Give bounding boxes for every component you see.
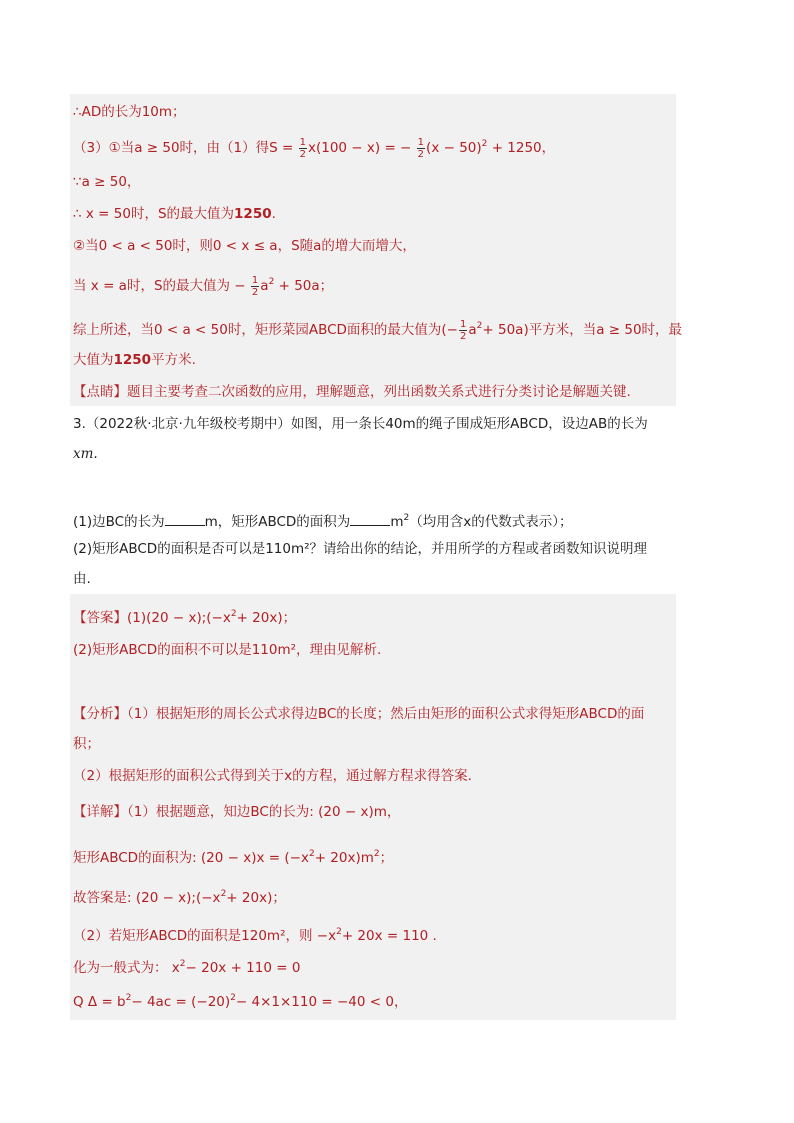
text: 故答案是: (20 − x);(−x [73, 890, 221, 906]
text: + 50a； [278, 278, 334, 294]
exponent: 2 [179, 959, 186, 969]
line-ad-length [73, 102, 186, 122]
exponent: 2 [403, 513, 410, 523]
text: （1）根据题意，知边BC的长为: (20 − x)m， [127, 804, 401, 820]
exponent: 2 [373, 849, 380, 859]
answer-line-1 [73, 604, 296, 628]
line-highlight [73, 382, 631, 402]
text: − 20x + 110 = 0 [185, 960, 301, 976]
text: (2)矩形ABCD的面积是否可以是110m²？请给出你的结论，并用所学的方程或者函数知识说明理 [73, 541, 648, 557]
text: a [468, 322, 477, 338]
text: 化为一般式为： x [73, 960, 180, 976]
text: ∵a ≥ 50， [73, 174, 141, 190]
fraction [299, 137, 307, 160]
exponent: 2 [230, 609, 237, 619]
text: m，矩形ABCD的面积为 [204, 514, 351, 530]
numerator: 1 [251, 274, 259, 286]
text: + 1250， [491, 140, 556, 156]
question-3-part-2-cont [73, 569, 91, 589]
text: − 4×1×110 = −40 < 0， [235, 994, 408, 1010]
analysis-line-1-cont [73, 734, 100, 754]
text: 当 x = a时，S的最大值为 − [73, 278, 246, 294]
text: S的最大值为 [157, 206, 235, 222]
text: x(100 − x) = − [307, 140, 412, 156]
denominator: 2 [251, 286, 259, 298]
text: xm. [73, 446, 98, 462]
detail-line-1 [73, 802, 400, 822]
text: 矩形ABCD的面积为: (20 − x)x = (−x [73, 850, 309, 866]
text: + 20x)m [314, 850, 374, 866]
text: 积； [73, 736, 100, 752]
text: （2）若矩形ABCD的面积是120m²，则 −x [73, 928, 337, 944]
denominator: 2 [417, 148, 425, 160]
text: （2）根据矩形的面积公式得到关于x的方程，通过解方程求得答案. [73, 768, 472, 784]
text: + 20x)； [226, 890, 286, 906]
exponent: 2 [230, 993, 236, 1003]
text: 3.（2022秋·北京·九年级校考期中）如图，用一条长40m的绳子围成矩形ABCD，设边AB的长为 [73, 416, 648, 432]
line-case-2 [73, 236, 416, 256]
exponent: 2 [481, 139, 488, 149]
analysis-line-2 [73, 766, 472, 786]
exponent: 2 [268, 277, 275, 287]
text: + 20x)； [236, 610, 297, 626]
exponent: 2 [476, 321, 483, 331]
numerator: 1 [299, 136, 306, 148]
line-summary [73, 316, 682, 342]
denominator: 2 [299, 148, 306, 160]
denominator: 2 [460, 330, 467, 342]
exponent: 2 [308, 849, 315, 859]
label: 【详解】 [73, 804, 127, 820]
question-3-title-2 [73, 444, 98, 464]
text: 平方米. [151, 352, 196, 368]
text: ②当0 < a < 50时，则0 < x ≤ a，S随a的增大而增大， [73, 238, 416, 254]
numerator: 1 [417, 136, 425, 148]
text: (x − 50) [426, 140, 482, 156]
detail-line-6 [73, 988, 407, 1012]
text: 【分析】（1）根据矩形的周长公式求得边BC的长度；然后由矩形的面积公式求得矩形ABCD的面 [73, 706, 645, 722]
text: . [271, 206, 276, 222]
question-3-part-1 [73, 508, 572, 532]
detail-line-2 [73, 844, 393, 868]
value: 1250 [234, 206, 272, 222]
detail-line-3 [73, 884, 286, 908]
text: （3）①当a ≥ 50时，由（1）得S = [73, 140, 294, 156]
question-3-title [73, 414, 648, 434]
text: (1)(20 − x);(−x [127, 610, 231, 626]
line-summary-2 [73, 350, 196, 370]
answer-line-2 [73, 640, 381, 660]
text: m [390, 514, 404, 530]
text: 大值为 [73, 352, 114, 368]
line-case-1 [73, 134, 555, 160]
text: − 4ac = (−20) [131, 994, 231, 1010]
detail-line-4 [73, 922, 437, 946]
text: （均用含x的代数式表示）； [409, 514, 573, 530]
fraction [251, 275, 259, 298]
analysis-line-1 [73, 704, 644, 724]
fraction [459, 319, 467, 342]
text: ； [379, 850, 394, 866]
text: a [260, 278, 269, 294]
text: + 50a)平方米，当a ≥ 50时，最 [482, 322, 683, 338]
detail-line-5 [73, 954, 300, 978]
text: ∴AD的长为10m； [73, 104, 186, 120]
text: ∴ x = 50时， [73, 206, 158, 222]
text: 综上所述，当0 < a < 50时，矩形菜园ABCD面积的最大值为(− [73, 322, 458, 338]
text: (2)矩形ABCD的面积不可以是110m²，理由见解析. [73, 642, 382, 658]
numerator: 1 [460, 318, 467, 330]
exponent: 2 [220, 889, 227, 899]
text: 由. [73, 571, 91, 587]
text: (1)边BC的长为 [73, 514, 165, 530]
value: 1250 [113, 352, 152, 368]
line-since [73, 172, 140, 192]
text: Q Δ = b [73, 994, 126, 1010]
fraction [417, 137, 425, 160]
label: 【答案】 [73, 610, 127, 626]
answer-blank [350, 513, 390, 526]
line-when-x-a [73, 272, 333, 298]
question-3-part-2 [73, 539, 647, 559]
line-max-1250 [73, 204, 276, 224]
answer-blank [165, 513, 205, 526]
text: 【点睛】题目主要考查二次函数的应用，理解题意，列出函数关系式进行分类讨论是解题关键. [73, 384, 631, 400]
text: + 20x = 110 . [341, 928, 437, 944]
exponent: 2 [336, 927, 342, 937]
exponent: 2 [125, 993, 132, 1003]
